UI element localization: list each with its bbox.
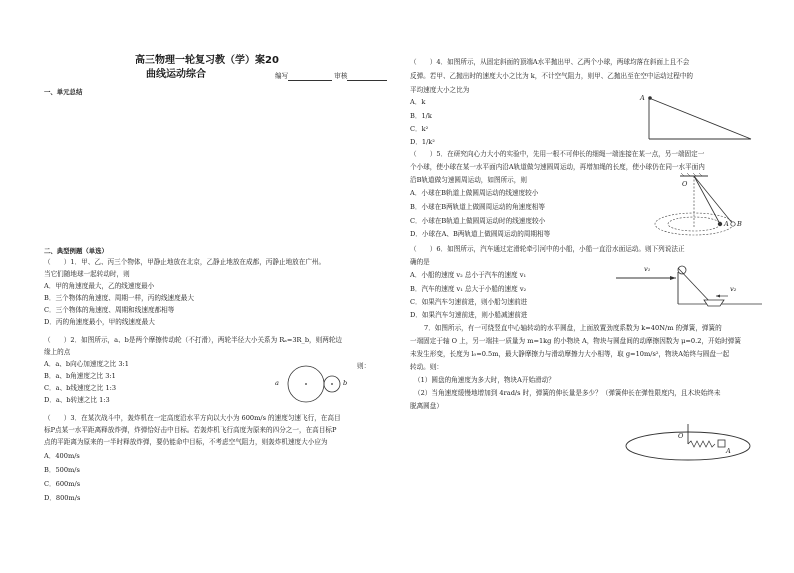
q3-option-c: C．600m/s (44, 480, 81, 488)
q1-stem-line1: （ ）1．甲、乙、丙三个物体，甲静止地放在北京，乙静止地放在成都，丙静止地放在广州。 (44, 258, 326, 266)
q1-option-c: C．三个物体的角速度、周期和线速度都相等 (44, 306, 175, 314)
q4-stem-line2: 反弹。若甲、乙抛出时的速度大小之比为 k，不计空气阻力，则甲、乙抛出至在空中运动过程中的 (410, 72, 694, 80)
author-label: 编写 (275, 72, 289, 80)
q5-option-c: C．小球在B轨道上做圆周运动时的线速度较小 (410, 217, 546, 225)
q2-fig-caption: 则： (357, 362, 371, 370)
q5-stem-line2: 个小球，使小球在某一水平面内沿A轨道做匀速圆周运动，再增加绳的长度，使小球仍在同一水平面内 (410, 163, 705, 171)
q5-ball-a (718, 222, 722, 226)
page-title: 高三物理一轮复习教（学）案20 (135, 55, 279, 66)
q7-stem-line4: 转动。则： (410, 363, 443, 371)
reviewer-label: 审核 (334, 72, 348, 80)
q6-option-d: D．如果汽车匀速前进，则小船减速前进 (410, 311, 528, 319)
q7-stem-line1: 7．如图所示，有一可绕竖直中心轴转动的水平圆盘，上面放置劲度系数为 k=40N/m 的弹簧，弹簧的 (424, 324, 722, 332)
q7-part-2-line2: 脱离圆盘） (410, 402, 443, 410)
q4-stem-line1: （ ）4．如图所示，从固定斜面的顶端A水平抛出甲、乙两个小球，两球均落在斜面上且不会 (410, 58, 690, 66)
q3-stem-line1: （ ）3．在某次战斗中，轰炸机在一定高度沿水平方向以大小为 600m/s 的速度匀速飞行，在高目 (44, 414, 341, 422)
q5-option-d: D．小球在A、B两轨道上做圆周运动的周期相等 (410, 230, 551, 238)
q4-option-a: A．k (410, 98, 426, 106)
q6-option-c: C．如果汽车匀速前进，则小船匀速前进 (410, 298, 528, 306)
q7-stem-line3: 未发生形变，长度为 l₀=0.5m，最大静摩擦力与滑动摩擦力大小相等，取 g=10m/s²，物块A始终与圆盘一起 (410, 350, 730, 358)
q4-stem-line3: 平均速度大小之比为 (410, 86, 470, 94)
q2-friction-wheels-figure (282, 360, 362, 408)
q4-incline-figure (645, 95, 755, 143)
q4-option-d: D．1/k² (410, 138, 435, 146)
q6-option-a: A．小船的速度 v₂ 总小于汽车的速度 v₁ (410, 271, 527, 279)
q5-conical-pendulum-figure (650, 172, 760, 242)
q5-stem-line3: 沿B轨道做匀速圆周运动，如图所示，则 (410, 176, 527, 184)
reviewer-blank (347, 73, 387, 81)
q6-boat (704, 300, 724, 306)
section-examples: 二、典型例题（单选） (44, 247, 108, 255)
q5-ball-b (731, 222, 735, 226)
q6-stem-line1: （ ）6．如图所示，汽车通过定滑轮牵引河中的小船，小船一直沿水面运动。则下列说法正 (410, 245, 685, 253)
q1-stem-line2: 当它们随地球一起转动时，则 (44, 270, 130, 278)
q4-option-b: B．1/k (410, 112, 432, 120)
q5-option-a: A．小球在B轨道上做圆周运动的线速度较小 (410, 189, 539, 197)
q7-stem-line2: 一端固定于轴 O 上，另一端挂一质量为 m=1kg 的小物块 A，物块与圆盘间的动摩擦因数为 μ=0.2，开始时弹簧 (410, 337, 741, 345)
q7-label-o: O (678, 432, 684, 440)
q2-option-c: C．a、b线速度之比 1:3 (44, 384, 117, 392)
author-blank (288, 73, 332, 81)
q2-stem-line1: （ ）2．如图所示，a、b是两个摩擦传动轮（不打滑），两轮半径大小关系为 Rₐ=3R_b，则两轮边 (44, 336, 343, 344)
q4-option-c: C．k² (410, 125, 429, 133)
q7-part-1: （1）圆盘的角速度为多大时，物块A开始滑动？ (414, 376, 555, 384)
page-subtitle: 曲线运动综合 (146, 69, 206, 80)
q7-spring (688, 441, 715, 447)
q6-label-v2: v₂ (730, 285, 737, 293)
q2-stem-line2: 缘上的点 (44, 348, 71, 356)
q2-option-b: B．a、b角速度之比 3:1 (44, 372, 116, 380)
q5-label-b: B (737, 220, 742, 228)
q6-stem-line2: 确的是 (410, 258, 430, 266)
q3-option-a: A．400m/s (44, 452, 80, 460)
q7-block-a (718, 440, 725, 447)
q1-option-b: B．三个物体的角速度、周期一样，丙的线速度最大 (44, 294, 194, 302)
q2-option-d: D．a、b转速之比 1:3 (44, 396, 110, 404)
q3-stem-line2: 标P点某一水平距离释放炸弹，炸弹恰好击中目标。若轰炸机飞行高度为原来的四分之一，在高目标P (44, 426, 337, 434)
q2-label-b: b (343, 379, 348, 387)
section-summary: 一、单元总结 (44, 88, 83, 96)
q5-label-o: O (682, 180, 688, 188)
q3-option-d: D．800m/s (44, 494, 81, 502)
q7-label-a: A (726, 447, 731, 455)
q1-option-d: D．丙的角速度最小，甲的线速度最大 (44, 318, 155, 326)
q5-option-b: B．小球在B两轨道上做圆周运动的角速度相等 (410, 203, 545, 211)
q3-option-b: B．500m/s (44, 466, 80, 474)
q4-point-a-dot (648, 96, 652, 100)
q7-part-2-line1: （2）当角速度缓慢地增加到 4rad/s 时，弹簧的伸长量是多少？（弹簧伸长在弹性限度内，且木块始终未 (414, 389, 721, 397)
q5-label-a: A (724, 220, 729, 228)
q4-label-a: A (640, 94, 645, 102)
q5-stem-line1: （ ）5．在研究向心力大小的实验中，先用一根不可伸长的细绳一端连接在某一点，另一端固定一 (410, 150, 705, 158)
q6-option-b: B．汽车的速度 v₁ 总大于小船的速度 v₂ (410, 285, 527, 293)
q3-stem-line3: 点的平距离为原来的一半时释放炸弹，要仍能命中目标，不考虑空气阻力，则轰炸机速度大小应为 (44, 438, 328, 446)
q7-rotating-disk-figure (622, 420, 762, 468)
author-field (275, 72, 387, 81)
q6-pulley-boat-figure (612, 258, 772, 313)
q2-option-a: A．a、b向心加速度之比 3:1 (44, 360, 129, 368)
q6-label-v1: v₁ (644, 265, 651, 273)
q2-label-a: a (275, 379, 279, 387)
q1-option-a: A．甲的角速度最大，乙的线速度最小 (44, 282, 155, 290)
